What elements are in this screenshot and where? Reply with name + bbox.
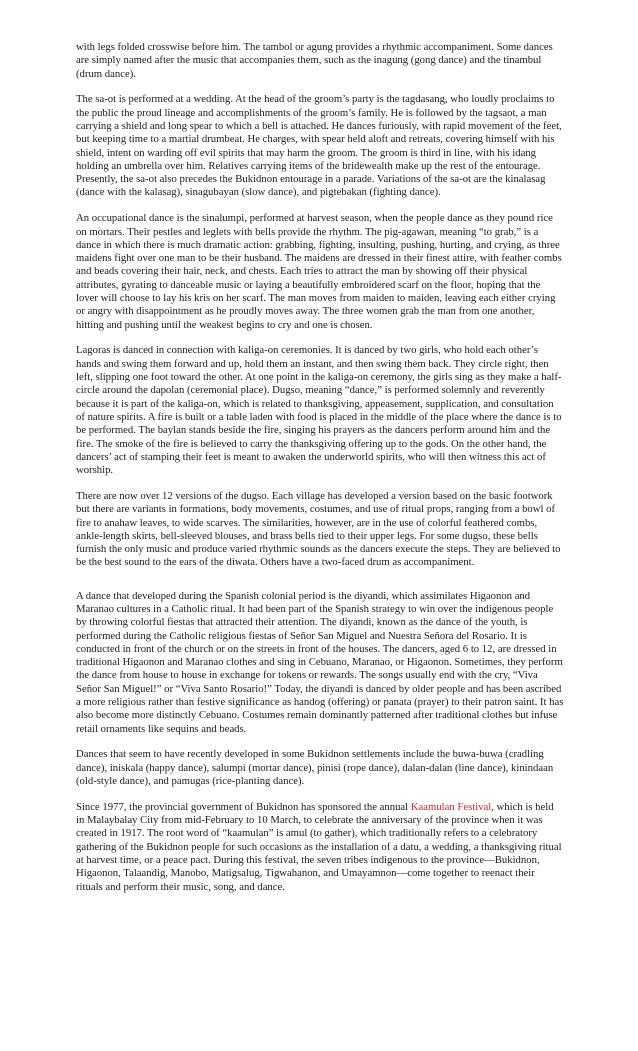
kaamulan-text-after: , which is held in Malaybalay City from mid-February to 10 March, to celebrate the anniversary of the province when it was created in 1917. The root word of “kaamulan” is amul (to gather), which traditionally refers to a celebratory gathering of the Bukidnon people for such occasions as the installation of a datu, a wedding, a thanksgiving ritual at harvest time, or a peace pact. During this festival, the seven tribes indigenous to the province—Bukidnon, Higaonon, Talaandig, Manobo, Matigsalug, Tigwahanon, and Umayamnon—come together to reenact their rituals and perform their music, song, and dance. [76, 800, 562, 893]
paragraph-kaamulan [76, 801, 564, 894]
kaamulan-festival-link[interactable]: Kaamulan Festival [410, 800, 492, 813]
paragraph-sa-ot: The sa-ot is performed at a wedding. At the head of the groom’s party is the tagdasang, who loudly proclaims to the public the proud lineage and accomplishments of the groom’s family. He is followed by the tagsaot, a man carrying a shield and long spear to which a bell is attached. He dances furiously, with rapid movement of the feet, but keeping time to a martial drumbeat. He charges, with spear held aloft and retreats, covering himself with his shield, intent on warding off evil spirits that may harm the groom. The groom is third in line, with his idang holding an umbrella over him. Relatives carrying items of the bridewealth make up the rest of the entourage. Presently, the sa-ot also precedes the Bukidnon entourage in a parade. Variations of the sa-ot are the kinalasag (dance with the kalasag), sinagubayan (slow dance), and pigtebakan (fighting dance). [76, 93, 562, 199]
paragraph-lagoras: Lagoras is danced in connection with kaliga-on ceremonies. It is danced by two girls, who hold each other’s hands and swing them forward and up, hold them an instant, and then swing them back. They circle right, then left, slipping one foot toward the other. At one point in the kaliga-on ceremony, the girls sing as they make a half-circle around the dapolan (ceremonial place). Dugso, meaning “dance,” is performed solemnly and reverently because it is part of the kaliga-on, which is related to thanksgiving, appeasement, supplication, and consultation of nature spirits. A fire is built or a table laden with food is placed in the middle of the place where the dance is to be performed. The baylan stands beside the fire, singing his prayers as the dancers perform around him and the fire. The smoke of the fire is believed to carry the thanksgiving offering up to the gods. On the other hand, the dancers’ act of stamping their feet is meant to awaken the underworld spirits, who will then witness this act of worship. [76, 344, 562, 477]
kaamulan-text-before: Since 1977, the provincial government of Bukidnon has sponsored the annual [76, 800, 411, 813]
paragraph-dugso-versions: There are now over 12 versions of the dugso. Each village has developed a version based on the basic footwork but there are variants in formations, body movements, costumes, and use of ritual props, ranging from a bowl of fire to anahaw leaves, to wide scarves. The similarities, however, are in the use of colorful feathered combs, ankle-length skirts, bell-sleeved blouses, and brass bells tied to their upper legs. For some dugso, these bells furnish the only music and produce varied rhythmic sounds as the dancers execute the steps. They are believed to be the best sound to the ears of the diwata. Others have a two-faced drum as accompaniment. [76, 489, 561, 569]
paragraph-recent-dances: Dances that seem to have recently developed in some Bukidnon settlements include the buwa-buwa (cradling dance), iniskala (happy dance), salumpi (mortar dance), pinisi (rope dance), dalan-dalan (line dance), kinindaan (old-style dance), and pamugas (rice-planting dance). [76, 748, 554, 788]
paragraph-inagung: with legs folded crosswise before him. The tambol or agung provides a rhythmic accompaniment. Some dances are simply named after the music that accompanies them, such as the inagung (gong dance) and the tinambul (drum dance). [76, 41, 553, 80]
paragraph-diyandi: A dance that developed during the Spanish colonial period is the diyandi, which assimilates Higaonon and Maranao cultures in a Catholic ritual. It had been part of the Spanish strategy to win over the indigenous people by throwing colorful fiestas that attracted their attention. The diyandi, known as the dance of the youth, is performed during the Catholic religious fiestas of Señor San Miguel and Nuestra Señora del Rosario. It is conducted in front of the church or on the streets in front of the houses. The dancers, aged 6 to 12, are dressed in traditional Higaonon and Maranao clothes and sing in Cebuano, Maranao, or Higaonon. Sometimes, they perform the dance from house to house in exchange for tokens or rewards. The songs usually end with the cry, “Viva Señor San Miguel!” or “Viva Santo Rosario!” Today, the diyandi is danced by older people and has been ascribed a more religious rather than festive significance as handog (offering) or panata (prayer) to their patron saint. It has also become more distinctly Cebuano. Costumes remain dominantly patterned after traditional clothes but infuse retail ornaments like sequins and beads. [76, 589, 564, 735]
paragraph-sinalumpi: An occupational dance is the sinalumpi, performed at harvest season, when the people dance as they pound rice on mortars. Their pestles and leglets with bells provide the rhythm. The pig-agawan, meaning “to grab,” is a dance in which there is much dramatic action: grabbing, fighting, insulting, pushing, hurting, and crying, as three maidens fight over one man to be their husband. The maidens are dressed in their finest attire, with feather combs and beads covering their hair, neck, and chests. Each tries to attract the man by showing off their physical attributes, gyrating to danceable music or laying a beautifully embroidered scarf on the floor, hoping that the lover will choose to lay his kris on her scarf. The man moves from maiden to maiden, leaving each either crying or angry with disappointment as he proudly moves away. The three women grab the man from one another, hitting and pushing until the weakest begins to cry and one is chosen. [76, 212, 562, 331]
document-page [76, 41, 564, 906]
